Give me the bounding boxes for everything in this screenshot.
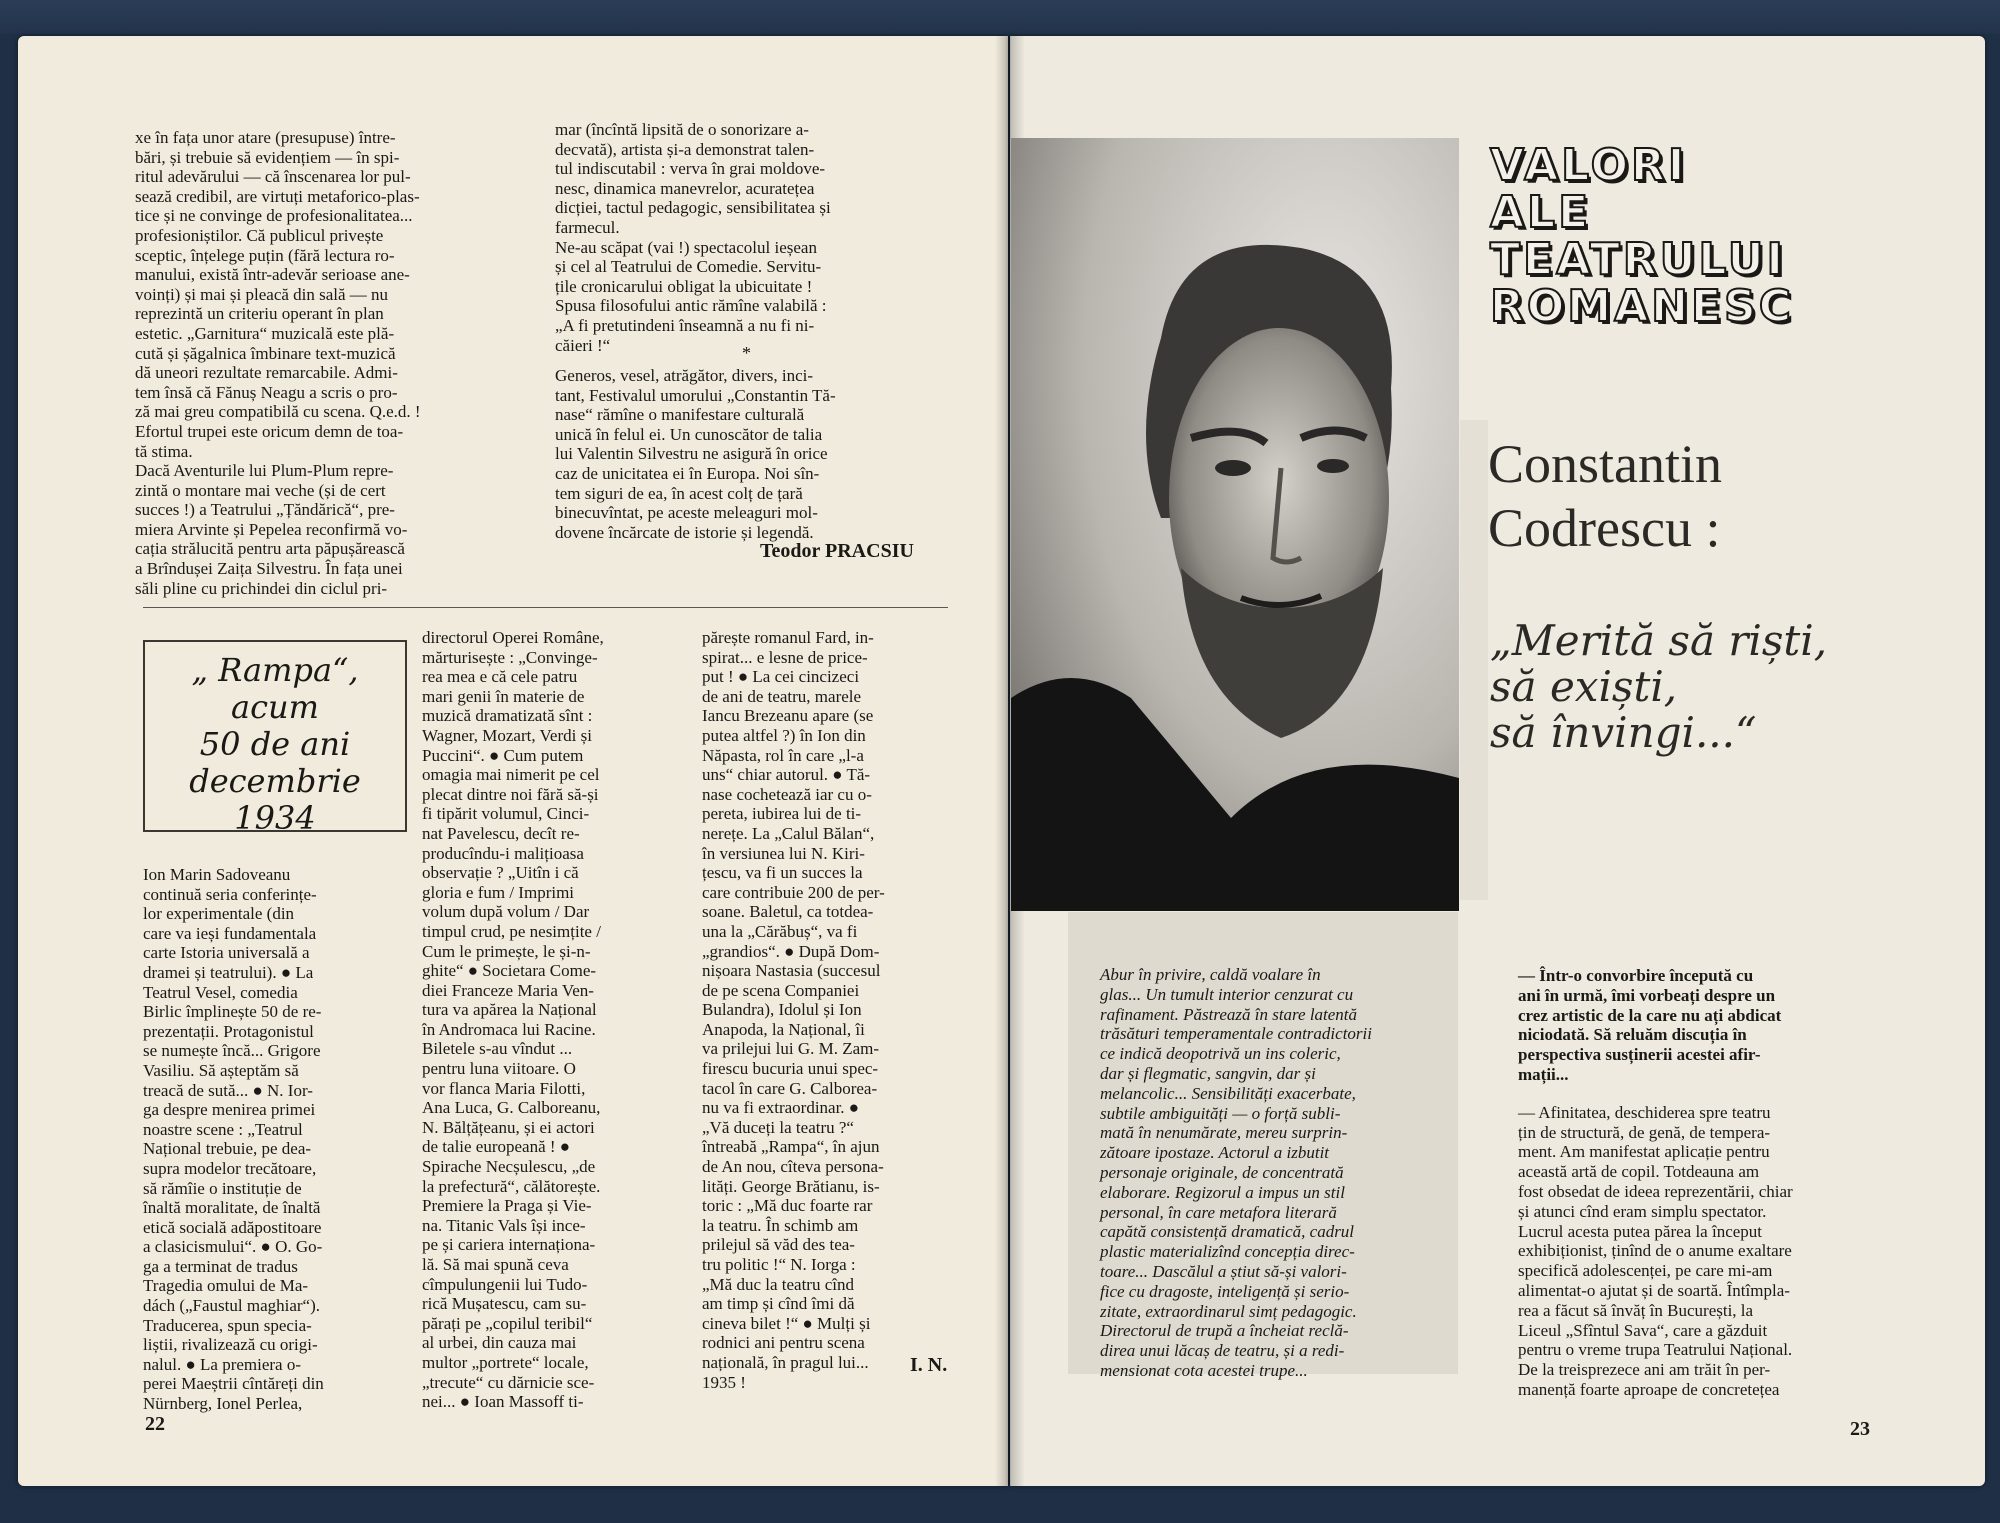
text-line: subtile ambiguități — o forță subli- xyxy=(1100,1103,1341,1123)
text-line: să rămîie o instituție de xyxy=(143,1178,302,1198)
text-line: putea altfel ?) în Ion din xyxy=(702,725,866,745)
text-line: N. Bălțățeanu, și ei actori xyxy=(422,1117,595,1137)
text-line: țile cronicarului obligat la ubicuitate ! xyxy=(555,276,813,296)
text-line: pentru luna viitoare. O xyxy=(422,1059,576,1079)
text-line: zintă o montare mai veche (și de cert xyxy=(135,480,386,500)
text-line: De la treisprezece ani am trăit în per- xyxy=(1518,1360,1771,1380)
text-line: ga despre menirea primei xyxy=(143,1100,316,1120)
text-line: Abur în privire, caldă voalare în xyxy=(1100,965,1321,984)
interview-text xyxy=(1518,966,1876,1418)
text-block xyxy=(422,628,672,1412)
text-line: caz de unicitatea ei în Europa. Noi sîn- xyxy=(555,463,820,483)
text-line: lă. Să mai spună ceva xyxy=(422,1255,569,1274)
text-line: pereta, iubirea lui de ti- xyxy=(702,804,862,824)
text-line: Directorul de trupă a încheiat reclă- xyxy=(1100,1321,1349,1341)
intro-italic-text xyxy=(1100,965,1455,1381)
text-line: 1935 ! xyxy=(702,1372,746,1392)
text-line: Birlic împlinește 50 de re- xyxy=(143,1002,322,1022)
headline-line: VALORI xyxy=(1490,140,1688,191)
text-line: dramei și teatrului). ● La xyxy=(143,962,314,982)
text-line: am timp și cînd îmi dă xyxy=(702,1294,855,1314)
text-line: tru politic !“ N. Iorga : xyxy=(702,1255,856,1274)
text-line: rafinament. Păstrează în stare latentă xyxy=(1100,1004,1358,1024)
text-line: părați pe „copilul teribil“ xyxy=(422,1313,593,1333)
text-line: cineva bilet !“ ● Mulți și xyxy=(702,1313,871,1333)
text-line: mensionat cota acestei trupe... xyxy=(1100,1360,1308,1380)
author-signature: Teodor PRACSIU xyxy=(760,540,914,562)
text-line: ment. Am manifestat aplicație pentru xyxy=(1518,1142,1770,1162)
headline-line: ROMANESC xyxy=(1490,281,1794,332)
text-line: Ne-au scăpat (vai !) spectacolul ieșean xyxy=(555,237,817,257)
interview-quote-title xyxy=(1490,618,1827,756)
box-title-line: acum xyxy=(231,688,319,726)
text-line: la prefectură“, călătorește. xyxy=(422,1176,601,1196)
text-line: nase cochetează iar cu o- xyxy=(702,784,872,804)
text-line: bări, și trebuie să evidențiem — în spi- xyxy=(135,147,400,167)
text-line: decvată), artista și-a demonstrat talen- xyxy=(555,139,815,159)
text-line: rea a făcut să învăț în București, la xyxy=(1518,1300,1754,1320)
text-line: al urbei, din cauza mai xyxy=(422,1333,577,1353)
text-line: succes !) a Teatrului „Țăndărică“, pre- xyxy=(135,500,395,520)
text-line: directorul Operei Române, xyxy=(422,628,604,647)
text-line: cîmpulungenii lui Tudo- xyxy=(422,1274,588,1294)
text-line: Ana Luca, G. Calboreanu, xyxy=(422,1098,601,1118)
text-line: trăsături temperamentale contradictorii xyxy=(1100,1024,1372,1044)
text-line: reprezintă un criteriu operant în plan xyxy=(135,304,384,324)
text-line: capătă consistență dramatică, cadrul xyxy=(1100,1222,1355,1242)
text-line: Bulandra), Idolul și Ion xyxy=(702,1000,862,1020)
box-title-line: 50 de ani xyxy=(199,725,351,763)
page-number-left: 22 xyxy=(145,1413,165,1435)
text-line: manului, există într-adevăr serioase ane- xyxy=(135,265,410,285)
text-line: fost obsedat de ideea reprezentării, chiar xyxy=(1518,1181,1793,1201)
text-line: soane. Baletul, ca totdea- xyxy=(702,902,874,922)
text-line: tacol în care G. Calborea- xyxy=(702,1078,878,1098)
text-line: ce indică deopotrivă un ins coleric, xyxy=(1100,1044,1341,1064)
text-line: mărturisește : „Convinge- xyxy=(422,647,598,667)
text-line: nase“ rămîne o manifestare culturală xyxy=(555,405,805,425)
text-line: — Afinitatea, deschiderea spre teatru xyxy=(1518,1102,1771,1122)
text-line: na. Titanic Vals își ince- xyxy=(422,1215,586,1235)
text-line: nesc, dinamica manevrelor, acuratețea xyxy=(555,178,815,198)
portrait-photo xyxy=(1011,138,1459,911)
text-line: uns“ chiar autorul. ● Tă- xyxy=(702,765,871,785)
text-line: sează credibil, are virtuți metaforico-plas- xyxy=(135,186,420,206)
text-line: țescu, va fi un succes la xyxy=(702,863,863,883)
text-line: multor „portrete“ locale, xyxy=(422,1352,589,1372)
text-line: căieri !“ xyxy=(555,335,611,355)
text-line: toare... Dascălul a știut să-și valori- xyxy=(1100,1261,1347,1281)
text-line: specifică adolescenței, pe care mi-am xyxy=(1518,1261,1773,1281)
text-line: tant, Festivalul umorului „Constantin Tă- xyxy=(555,385,836,405)
text-line: ritul adevărului — că înscenarea lor pul- xyxy=(135,167,411,187)
text-block xyxy=(135,128,527,598)
text-line: tem siguri de ea, în acest colț de țară xyxy=(555,483,803,503)
text-line: a Brîndușei Zaița Silvestru. În fața unei xyxy=(135,559,403,579)
text-line: Teatrul Vesel, comedia xyxy=(143,982,298,1002)
text-line: Puccini“. ● Cum putem xyxy=(422,745,584,765)
name-line: Constantin xyxy=(1488,434,1723,494)
text-line: ani în urmă, îmi vorbeați despre un xyxy=(1518,985,1776,1005)
text-line: „Mă duc la teatru cînd xyxy=(702,1274,854,1294)
text-line: nat Pavelescu, decît re- xyxy=(422,823,580,843)
text-line: Tragedia omului de Ma- xyxy=(143,1276,309,1296)
text-line: melancolic... Sensibilități exacerbate, xyxy=(1100,1083,1356,1103)
text-block xyxy=(555,120,943,355)
text-line: alimentat-o ajutat și de soartă. Întîmpla- xyxy=(1518,1280,1790,1300)
desk-background xyxy=(0,0,2000,34)
text-line: ga a terminat de tradus xyxy=(143,1256,298,1276)
interviewee-name xyxy=(1488,432,1722,560)
text-line: voinți) și mai și pleacă din sală — nu xyxy=(135,284,389,304)
text-line: crez artistic de la care nu ați abdicat xyxy=(1518,1005,1782,1025)
text-line: de ani de teatru, marele xyxy=(702,686,862,706)
text-line: pe și cariera internaționa- xyxy=(422,1235,596,1255)
text-line: tă stima. xyxy=(135,441,193,461)
text-line: Traducerea, spun specia- xyxy=(143,1315,312,1335)
text-line: și cel al Teatrului de Comedie. Servitu- xyxy=(555,257,822,277)
box-title-line: decembrie xyxy=(189,762,361,800)
text-line: Spusa filosofului antic rămîne valabilă : xyxy=(555,296,827,316)
text-line: liștii, rivalizează cu origi- xyxy=(143,1335,318,1355)
text-line: rodnici ani pentru scena xyxy=(702,1333,865,1353)
left-bottom-column-2 xyxy=(422,628,672,1412)
text-line: nalul. ● La premiera o- xyxy=(143,1354,302,1374)
text-line: perspectiva susținerii acestei afir- xyxy=(1518,1045,1761,1065)
text-line: firescu bucuria unui spec- xyxy=(702,1059,879,1079)
text-line: prezentații. Protagonistul xyxy=(143,1021,314,1041)
text-line: niciodată. Să reluăm discuția în xyxy=(1518,1025,1747,1045)
text-line: a clasicismului“. ● O. Go- xyxy=(143,1237,323,1257)
text-line: săli pline cu prichindei din ciclul pri- xyxy=(135,578,388,598)
text-line: una la „Cărăbuș“, va fi xyxy=(702,921,858,941)
text-line: profesioniștilor. Că publicul privește xyxy=(135,225,384,245)
text-line: farmecul. xyxy=(555,217,620,237)
text-line: tice și ne convinge de profesionalitatea... xyxy=(135,206,413,226)
text-line: se numește încă... Grigore xyxy=(143,1041,321,1061)
text-line: perei Maeștrii cîntăreți din xyxy=(143,1374,324,1394)
text-line: Generos, vesel, atrăgător, divers, inci- xyxy=(555,366,813,385)
text-line: Biletele s-au vîndut ... xyxy=(422,1039,573,1059)
text-line: înaltă moralitate, de înaltă xyxy=(143,1198,321,1218)
text-line: tem însă că Fănuș Neagu a scris o pro- xyxy=(135,382,398,402)
text-line: zitate, extraordinarul simț pedagogic. xyxy=(1100,1301,1357,1321)
name-line: Codrescu : xyxy=(1488,498,1721,558)
text-line: glas... Un tumult interior cenzurat cu xyxy=(1100,984,1354,1004)
text-line: elaborare. Regizorul a impus un stil xyxy=(1100,1182,1345,1202)
text-line: care va ieși fundamentala xyxy=(143,923,317,943)
interview-answer xyxy=(1518,1103,1876,1400)
text-line: va prilejui lui G. M. Zam- xyxy=(702,1039,880,1059)
text-line: Năpasta, rol în care „l-a xyxy=(702,745,864,765)
text-line: vor flanca Maria Filotti, xyxy=(422,1078,586,1098)
left-top-column-2 xyxy=(555,120,943,355)
headline-line: TEATRULUI xyxy=(1490,234,1786,285)
text-line: pentru o vreme trupa Teatrului Național. xyxy=(1518,1340,1793,1360)
text-line: unică în felul ei. Un cunoscător de talia xyxy=(555,424,823,444)
box-title-line: „ Rampa“, xyxy=(191,651,359,689)
text-line: diei Franceze Maria Ven- xyxy=(422,980,594,1000)
text-line: muzică dramatizată sînt : xyxy=(422,706,593,726)
text-line: dách („Faustul maghiar“). xyxy=(143,1296,321,1316)
text-line: rică Mușatescu, cam su- xyxy=(422,1294,587,1314)
text-line: spirat... e lesne de price- xyxy=(702,647,868,667)
section-divider xyxy=(143,607,948,608)
text-line: tul indiscutabil : verva în grai moldove- xyxy=(555,159,826,179)
text-line: lor experimentale (din xyxy=(143,904,295,924)
text-line: nei... ● Ioan Massoff ti- xyxy=(422,1392,584,1412)
text-line: continuă seria conferințe- xyxy=(143,884,317,904)
text-line: părește romanul Fard, in- xyxy=(702,628,874,647)
text-line: întreabă „Rampa“, în ajun xyxy=(702,1137,880,1157)
text-line: Spirache Necșulescu, „de xyxy=(422,1157,596,1177)
text-line: „grandios“. ● După Dom- xyxy=(702,941,880,961)
text-line: Nürnberg, Ionel Perlea, xyxy=(143,1394,303,1414)
text-line: plastic materializînd concepția direc- xyxy=(1100,1242,1355,1262)
left-bottom-column-1 xyxy=(143,865,393,1414)
text-line: nerețe. La „Calul Bălan“, xyxy=(702,823,875,843)
section-headline xyxy=(1490,142,1870,330)
text-line: la teatru. În schimb am xyxy=(702,1215,859,1235)
text-line: Dacă Aventurile lui Plum-Plum repre- xyxy=(135,461,394,481)
quote-line: să exiști, xyxy=(1490,662,1678,711)
text-line: țin de structură, de genă, de tempera- xyxy=(1518,1122,1771,1142)
text-line: put ! ● La cei cincizeci xyxy=(702,667,860,687)
rampa-box-title xyxy=(145,642,405,837)
text-line: prilejul să văd des tea- xyxy=(702,1235,855,1255)
text-line: carte Istoria universală a xyxy=(143,943,310,963)
text-line: producîndu-i malițioasa xyxy=(422,843,584,863)
text-line: Liceul „Sfîntul Sava“, care a găzduit xyxy=(1518,1320,1768,1340)
text-line: dar și flegmatic, sangvin, dar și xyxy=(1100,1063,1316,1083)
text-line: Vasiliu. Să așteptăm să xyxy=(143,1060,299,1080)
text-line: supra modelor trecătoare, xyxy=(143,1158,317,1178)
text-line: mații... xyxy=(1518,1064,1569,1084)
text-block xyxy=(143,865,393,1414)
text-line: care contribuie 200 de per- xyxy=(702,882,885,902)
text-line: estetic. „Garnitura“ muzicală este plă- xyxy=(135,323,395,343)
text-line: exhibiționist, ținînd de o anume exaltare xyxy=(1518,1241,1792,1261)
text-line: miera Arvinte și Pepelea reconfirmă vo- xyxy=(135,519,408,539)
text-block xyxy=(555,366,943,542)
text-line: Efortul trupei este oricum demn de toa- xyxy=(135,421,404,441)
text-line: dovene încărcate de istorie și legendă. xyxy=(555,522,814,542)
headline-line: ALE xyxy=(1490,187,1592,238)
text-line: personaje originale, de concentrată xyxy=(1100,1162,1344,1182)
text-line: Național trebuie, pe dea- xyxy=(143,1139,312,1159)
text-line: națională, în pragul lui... xyxy=(702,1352,869,1372)
text-line: „Vă duceți la teatru ?“ xyxy=(702,1117,854,1137)
text-line: plecat dintre noi fără să-și xyxy=(422,784,599,804)
text-line: fice cu dragoste, inteligență și serio- xyxy=(1100,1281,1350,1301)
text-line: în Andromaca lui Racine. xyxy=(422,1019,596,1039)
text-line: timpul crud, pe nesimțite / xyxy=(422,921,601,941)
quote-line: să învingi...“ xyxy=(1490,708,1757,757)
text-line: sceptic, înțelege puțin (fără lectura ro- xyxy=(135,245,395,265)
text-line: mari genii în materie de xyxy=(422,686,585,706)
text-line: rea mea e că cele patru xyxy=(422,667,578,687)
text-line: omagia mai nimerit pe cel xyxy=(422,765,600,785)
text-line: binecuvîntat, pe aceste meleaguri mol- xyxy=(555,503,818,523)
text-line: etică socială adăpostitoare xyxy=(143,1217,322,1237)
text-line: manență foarte aproape de concretețea xyxy=(1518,1379,1780,1399)
text-line: treacă de sută... ● N. Ior- xyxy=(143,1080,313,1100)
text-line: — Într-o convorbire începută cu xyxy=(1518,966,1754,985)
text-line: cația strălucită pentru arta păpușărească xyxy=(135,539,405,559)
text-line: dicției, tactul pedagogic, sensibilitatea și xyxy=(555,198,831,218)
left-bottom-column-3 xyxy=(702,628,947,1392)
photo-side-panel xyxy=(1460,420,1488,900)
text-line: Anapoda, la Național, îi xyxy=(702,1019,865,1039)
page-number-right: 23 xyxy=(1850,1418,1870,1440)
text-line: de talie europeană ! ● xyxy=(422,1137,571,1157)
text-line: direa unui lăcaș de teatru, și a redi- xyxy=(1100,1341,1345,1361)
rampa-box xyxy=(143,640,407,837)
text-line: cută și șăgalnica îmbinare text-muzică xyxy=(135,343,396,363)
text-line: de An nou, cîteva persona- xyxy=(702,1157,884,1177)
text-line: nu va fi extraordinar. ● xyxy=(702,1098,860,1118)
text-line: și atunci cînd eram simplu spectator. xyxy=(1518,1201,1767,1221)
text-line: gloria e fum / Imprimi xyxy=(422,882,575,902)
left-top-column-1 xyxy=(135,128,527,598)
portrait-illustration xyxy=(1011,138,1459,911)
text-line: personal, în care metafora literară xyxy=(1100,1202,1337,1222)
text-line: tura va apărea la Național xyxy=(422,1000,597,1020)
text-line: xe în fața unor atare (presupuse) între- xyxy=(135,128,396,147)
text-line: de pe scena Companiei xyxy=(702,980,860,1000)
text-line: această artă de copil. Totdeauna am xyxy=(1518,1162,1760,1182)
text-line: noastre scene : „Teatrul xyxy=(143,1119,303,1139)
text-line: Ion Marin Sadoveanu xyxy=(143,865,291,884)
text-line: Lucrul acesta putea părea la început xyxy=(1518,1221,1763,1241)
text-line: lități. George Brătianu, is- xyxy=(702,1176,880,1196)
text-line: Iancu Brezeanu apare (se xyxy=(702,706,874,726)
text-line: observație ? „Uitîn i că xyxy=(422,863,579,883)
text-line: Premiere la Praga și Vie- xyxy=(422,1196,592,1216)
text-line: ză mai greu compatibilă cu scena. Q.e.d. ! xyxy=(135,402,421,422)
text-line: „trecute“ cu dărnicie sce- xyxy=(422,1372,595,1392)
quote-line: „Merită să riști, xyxy=(1490,616,1828,665)
text-line: „A fi pretutindeni înseamnă a nu fi ni- xyxy=(555,315,815,335)
text-line: ghite“ ● Societara Come- xyxy=(422,961,597,981)
text-line: dă uneori rezultate remarcabile. Admi- xyxy=(135,363,398,383)
text-block xyxy=(702,628,947,1392)
text-line: lui Valentin Silvestru ne asigură în orice xyxy=(555,444,828,464)
box-title-line: 1934 xyxy=(234,799,316,837)
text-line: mar (încîntă lipsită de o sonorizare a- xyxy=(555,120,809,139)
interview-question xyxy=(1518,966,1876,1085)
text-line: Wagner, Mozart, Verdi și xyxy=(422,725,592,745)
text-line: mată în nenumărate, mereu surprin- xyxy=(1100,1123,1348,1143)
section-separator-star: * xyxy=(742,343,751,363)
left-top-column-2b xyxy=(555,366,943,542)
text-line: nișoara Nastasia (succesul xyxy=(702,961,881,981)
text-line: volum după volum / Dar xyxy=(422,902,590,922)
text-line: zătoare ipostaze. Actorul a izbutit xyxy=(1100,1143,1330,1163)
text-line: în versiunea lui N. Kiri- xyxy=(702,843,865,863)
column-signature: I. N. xyxy=(910,1354,948,1376)
text-line: fi tipărit volumul, Cinci- xyxy=(422,804,590,824)
text-line: Cum le primește, le și-n- xyxy=(422,941,591,961)
text-line: toric : „Mă duc foarte rar xyxy=(702,1196,873,1216)
